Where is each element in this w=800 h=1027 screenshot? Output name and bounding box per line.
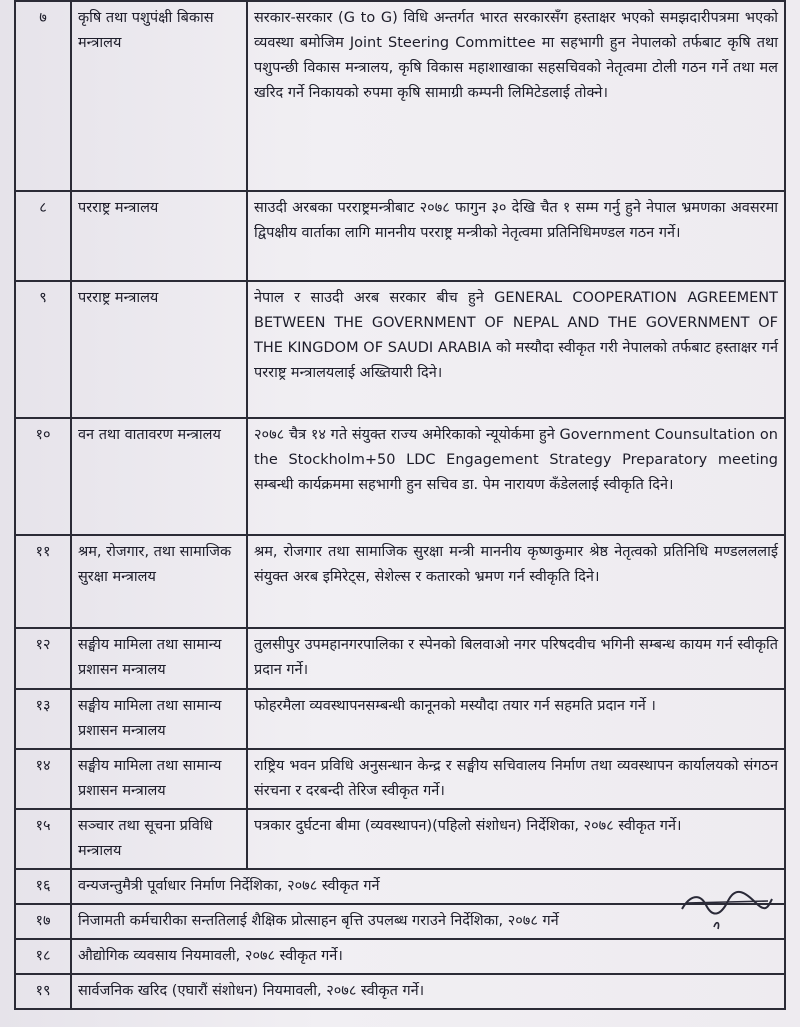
decision-text: वन्यजन्तुमैत्री पूर्वाधार निर्माण निर्देशिका, २०७८ स्वीकृत गर्ने [71, 869, 785, 904]
decision-text: श्रम, रोजगार तथा सामाजिक सुरक्षा मन्त्री माननीय कृष्णकुमार श्रेष्ठ नेतृत्वको प्रतिनिधि मण्डलललाई संयुक्त अरब इमिरेट्स, सेशेल्स र कतारको भ्रमण गर्न स्वीकृति दिने। [247, 535, 785, 628]
row-number: १५ [15, 809, 71, 869]
table-row [15, 689, 785, 749]
decision-text: सार्वजनिक खरिद (एघारौं संशोधन) नियमावली, २०७८ स्वीकृत गर्ने। [71, 974, 785, 1009]
signature-mark [676, 887, 776, 935]
ministry-name: परराष्ट्र मन्त्रालय [71, 281, 247, 418]
row-number: ७ [15, 1, 71, 191]
row-number: ११ [15, 535, 71, 628]
decision-table [14, 0, 786, 1010]
ministry-name: परराष्ट्र मन्त्रालय [71, 191, 247, 281]
decision-text: साउदी अरबका परराष्ट्रमन्त्रीबाट २०७८ फागुन ३० देखि चैत १ सम्म गर्नु हुने नेपाल भ्रमणका अवसरमा द्विपक्षीय वार्ताका लागि माननीय परराष्ट्र मन्त्रीको नेतृत्वमा प्रतिनिधिमण्डल गठन गर्ने। [247, 191, 785, 281]
decision-text: तुलसीपुर उपमहानगरपालिका र स्पेनको बिलवाओ नगर परिषदवीच भगिनी सम्बन्ध कायम गर्न स्वीकृति प्रदान गर्ने। [247, 628, 785, 689]
table-row [15, 281, 785, 418]
decision-text: २०७८ चैत्र १४ गते संयुक्त राज्य अमेरिकाको न्यूयोर्कमा हुने Government Counsultation on the Stockholm+50 LDC Engagement Strategy Preparatory meeting सम्बन्धी कार्यक्रममा सहभागी हुन सचिव डा. पेम नारायण कँडेललाई स्वीकृति दिने। [247, 418, 785, 535]
table-row [15, 535, 785, 628]
ministry-name: कृषि तथा पशुपंक्षी बिकास मन्त्रालय [71, 1, 247, 191]
table-row [15, 974, 785, 1009]
ministry-name: श्रम, रोजगार, तथा सामाजिक सुरक्षा मन्त्रालय [71, 535, 247, 628]
row-number: ८ [15, 191, 71, 281]
decision-text: राष्ट्रिय भवन प्रविधि अनुसन्धान केन्द्र र सङ्घीय सचिवालय निर्माण तथा व्यवस्थापन कार्यालयको संगठन संरचना र दरबन्दी तेरिज स्वीकृत गर्ने। [247, 749, 785, 809]
decision-text: सरकार-सरकार (G to G) विधि अन्तर्गत भारत सरकारसँग हस्ताक्षर भएको समझदारीपत्रमा भएको व्यवस्था बमोजिम Joint Steering Committee मा सहभागी हुन नेपालको तर्फबाट कृषि तथा पशुपन्छी विकास मन्त्रालय, कृषि विकास महाशाखाका सहसचिवको नेतृत्वमा टोली गठन गर्ने तथा मल खरिद गर्ने निकायको रुपमा कृषि सामाग्री कम्पनी लिमिटेडलाई तोक्ने। [247, 1, 785, 191]
table-row [15, 869, 785, 904]
decision-text: नेपाल र साउदी अरब सरकार बीच हुने GENERAL COOPERATION AGREEMENT BETWEEN THE GOVERNMENT OF NEPAL AND THE GOVERNMENT OF THE KINGDOM OF SAUDI ARABIA को मस्यौदा स्वीकृत गरी नेपालको तर्फबाट हस्ताक्षर गर्न परराष्ट्र मन्त्रालयलाई अख्तियारी दिने। [247, 281, 785, 418]
row-number: १८ [15, 939, 71, 974]
ministry-name: सञ्चार तथा सूचना प्रविधि मन्त्रालय [71, 809, 247, 869]
row-number: १३ [15, 689, 71, 749]
decision-text: फोहरमैला व्यवस्थापनसम्बन्धी कानूनको मस्यौदा तयार गर्न सहमति प्रदान गर्ने । [247, 689, 785, 749]
row-number: ९ [15, 281, 71, 418]
ministry-name: वन तथा वातावरण मन्त्रालय [71, 418, 247, 535]
table-row [15, 628, 785, 689]
table-row [15, 904, 785, 939]
row-number: १६ [15, 869, 71, 904]
row-number: १२ [15, 628, 71, 689]
table-row [15, 191, 785, 281]
table-row [15, 939, 785, 974]
decision-text: निजामती कर्मचारीका सन्ततिलाई शैक्षिक प्रोत्साहन बृत्ति उपलब्ध गराउने निर्देशिका, २०७८ गर्ने [71, 904, 785, 939]
ministry-name: सङ्घीय मामिला तथा सामान्य प्रशासन मन्त्रालय [71, 749, 247, 809]
row-number: १४ [15, 749, 71, 809]
table-row [15, 809, 785, 869]
ministry-name: सङ्घीय मामिला तथा सामान्य प्रशासन मन्त्रालय [71, 628, 247, 689]
row-number: १७ [15, 904, 71, 939]
row-number: १९ [15, 974, 71, 1009]
decision-text: पत्रकार दुर्घटना बीमा (व्यवस्थापन)(पहिलो संशोधन) निर्देशिका, २०७८ स्वीकृत गर्ने। [247, 809, 785, 869]
table-row [15, 418, 785, 535]
table-row [15, 1, 785, 191]
ministry-name: सङ्घीय मामिला तथा सामान्य प्रशासन मन्त्रालय [71, 689, 247, 749]
table-row [15, 749, 785, 809]
decision-text: औद्योगिक व्यवसाय नियमावली, २०७८ स्वीकृत गर्ने। [71, 939, 785, 974]
row-number: १० [15, 418, 71, 535]
